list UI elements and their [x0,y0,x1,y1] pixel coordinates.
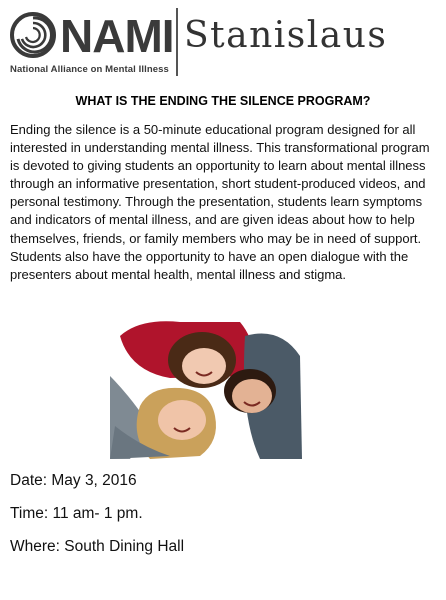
event-location: Where: South Dining Hall [10,538,185,555]
event-time: Time: 11 am- 1 pm. [10,505,143,522]
students-photo [110,316,302,459]
chapter-name: Stanislaus [184,15,388,56]
page-title: WHAT IS THE ENDING THE SILENCE PROGRAM? [75,94,371,108]
logo-tagline: National Alliance on Mental Illness [10,64,169,75]
logo-divider [176,8,178,76]
event-date: Date: May 3, 2016 [10,472,137,489]
program-description: Ending the silence is a 50-minute educational program designed for all interested in understanding mental illness. This transformational program is devoted to giving students an opportunity to learn about mental illness through an informative presentation, short student-produced videos, and personal testimony. Through the presentation, students learn symptoms and indicators of mental illness, and are given ideas about how to help themselves, friends, or family members who may be in need of support. Students also have the opportunity to have an open dialogue with the presenters about mental health, mental illness and stigma. [10,122,430,282]
header [8,8,438,78]
logo-wordmark: NAMI [60,10,174,62]
nami-swirl-icon [10,12,56,58]
